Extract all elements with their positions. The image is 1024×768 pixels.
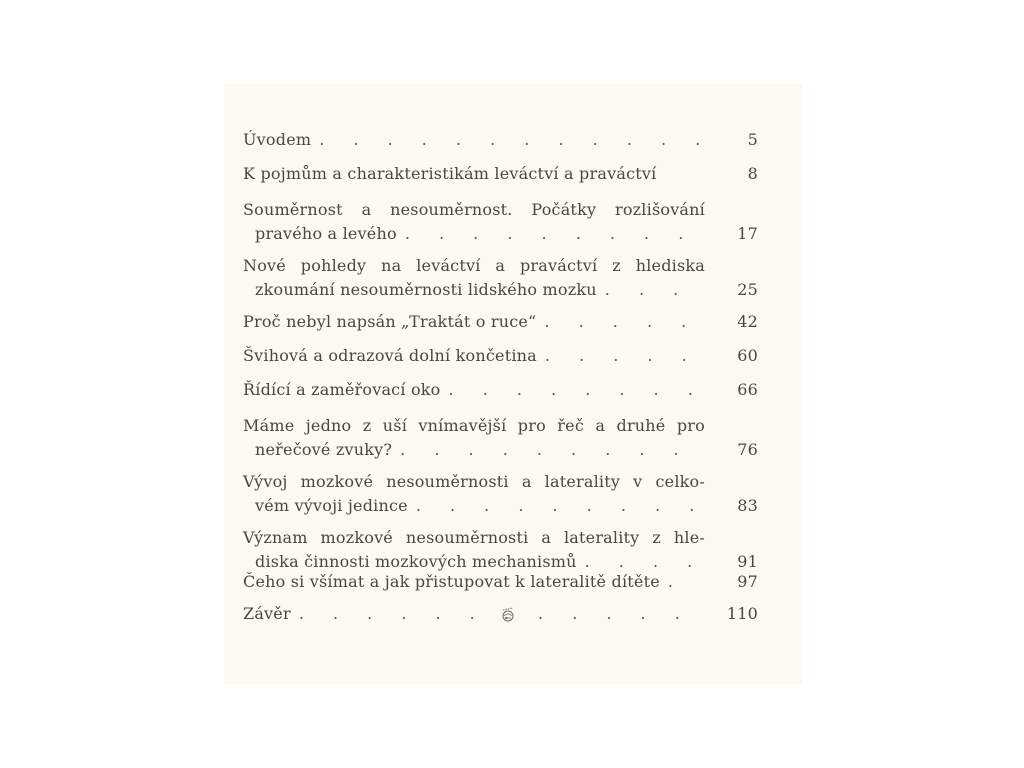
toc-entry-title: Nové pohledy na leváctví a praváctví z hlediska (243, 256, 705, 275)
toc-entry (243, 470, 758, 518)
toc-entry-title-continued: neřečové zvuky? (255, 440, 393, 459)
toc-entry-title-continued: vém vývoji jedince (255, 496, 408, 515)
toc-entry-title: Závěr (243, 604, 291, 623)
toc-entry (243, 310, 758, 334)
toc-page-number: 25 (737, 280, 758, 299)
book-page (224, 84, 802, 684)
toc-entry-title: Řídící a zaměřovací oko (243, 380, 441, 399)
toc-entry-title: Švihová a odrazová dolní končetina (243, 346, 537, 365)
toc-entry-title: K pojmům a charakteristikám leváctví a praváctví (243, 164, 657, 183)
leader-dots (405, 222, 700, 246)
leader-dots (545, 344, 700, 368)
leader-dots (449, 378, 700, 402)
toc-entry (243, 570, 758, 594)
toc-page-number: 42 (737, 312, 758, 331)
toc-entry (243, 254, 758, 302)
toc-entry-title: Význam mozkové nesouměrnosti a laterality z hle- (243, 528, 705, 547)
leader-dots (319, 128, 700, 152)
toc-entry-title: Proč nebyl napsán „Traktát o ruce“ (243, 312, 537, 331)
toc-page-number: 8 (747, 164, 758, 183)
toc-entry-title: Úvodem (243, 130, 312, 149)
toc-entry-title-continued: diska činnosti mozkových mechanismů (255, 552, 577, 571)
toc-entry-title: Máme jedno z uší vnímavější pro řeč a druhé pro (243, 416, 705, 435)
toc-entry (243, 162, 758, 186)
toc-page-number: 97 (737, 572, 758, 591)
leader-dots (668, 570, 700, 594)
toc-entry-title: Vývoj mozkové nesouměrnosti a laterality v celko- (243, 472, 705, 491)
toc-page-number: 17 (737, 224, 758, 243)
toc-entry (243, 414, 758, 462)
toc-entry-title: Čeho si všímat a jak přistupovat k lateralitě dítěte (243, 572, 660, 591)
toc-entry-title-continued: pravého a levého (255, 224, 397, 243)
leader-dots (400, 438, 700, 462)
toc-entry (243, 526, 758, 574)
toc-page-number: 91 (737, 552, 758, 571)
toc-entry (243, 198, 758, 246)
toc-entry (243, 378, 758, 402)
toc-page-number: 66 (737, 380, 758, 399)
leader-dots (605, 278, 700, 302)
toc-page-number: 5 (747, 130, 758, 149)
toc-entry (243, 128, 758, 152)
toc-page-number: 60 (737, 346, 758, 365)
leader-dots (416, 494, 700, 518)
toc-page-number: 83 (737, 496, 758, 515)
toc-entry-title: Souměrnost a nesouměrnost. Počátky rozlišování (243, 200, 705, 219)
leader-dots (544, 310, 700, 334)
toc-page-number: 76 (737, 440, 758, 459)
toc-entry-title-continued: zkoumání nesouměrnosti lidského mozku (255, 280, 597, 299)
toc-entry (243, 344, 758, 368)
toc-page-number: 110 (726, 604, 758, 623)
publisher-stamp-icon (499, 606, 517, 624)
